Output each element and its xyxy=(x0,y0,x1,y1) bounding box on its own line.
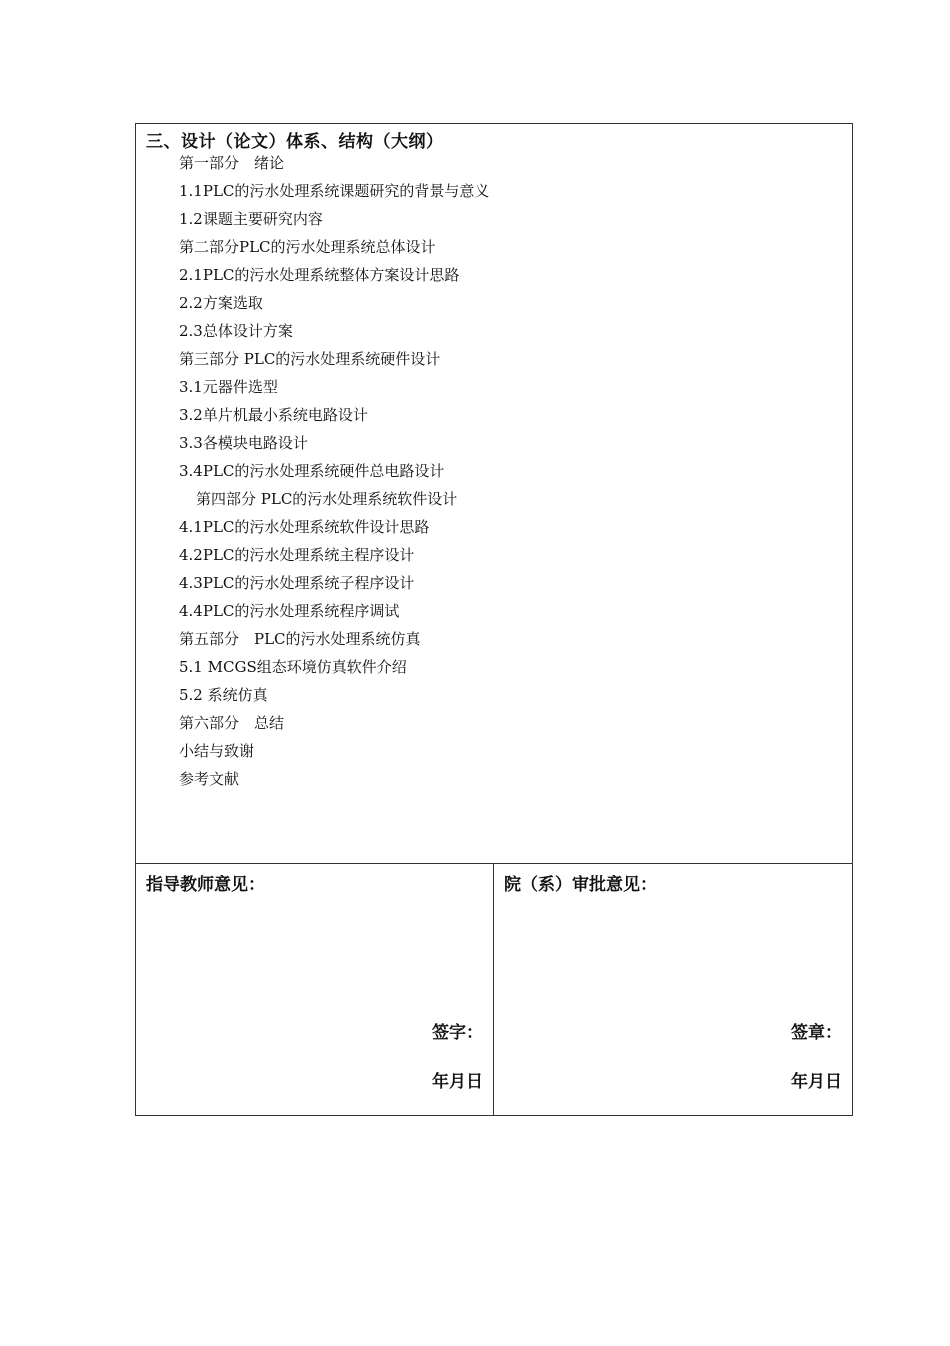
outline-item: 3.1元器件选型 xyxy=(179,378,278,396)
outline-list xyxy=(179,150,489,794)
form-table xyxy=(135,123,853,1116)
outline-item: 3.3各模块电路设计 xyxy=(179,434,308,452)
outline-item: 第一部分 绪论 xyxy=(179,154,285,172)
department-opinion-cell xyxy=(494,864,852,1115)
outline-cell xyxy=(136,124,852,864)
advisor-opinion-label: 指导教师意见： xyxy=(146,875,265,895)
department-seal-label: 签章： xyxy=(791,1023,842,1043)
outline-item: 5.2 系统仿真 xyxy=(179,686,268,704)
outline-item: 4.1PLC的污水处理系统软件设计思路 xyxy=(179,518,430,536)
department-date-label: 年月日 xyxy=(791,1072,842,1092)
advisor-signature-label: 签字： xyxy=(432,1023,483,1043)
outline-item: 2.3总体设计方案 xyxy=(179,322,293,340)
outline-item: 4.2PLC的污水处理系统主程序设计 xyxy=(179,546,415,564)
department-opinion-label: 院（系）审批意见： xyxy=(504,875,657,895)
outline-item: 第六部分 总结 xyxy=(179,714,285,732)
outline-item: 小结与致谢 xyxy=(179,742,255,760)
outline-item: 第四部分 PLC的污水处理系统软件设计 xyxy=(196,490,458,508)
outline-item: 参考文献 xyxy=(179,770,240,788)
outline-item: 第五部分 PLC的污水处理系统仿真 xyxy=(179,630,421,648)
outline-item: 1.2课题主要研究内容 xyxy=(179,210,323,228)
outline-item: 3.4PLC的污水处理系统硬件总电路设计 xyxy=(179,462,445,480)
outline-item: 3.2单片机最小系统电路设计 xyxy=(179,406,368,424)
advisor-opinion-cell xyxy=(136,864,494,1115)
outline-item: 2.2方案选取 xyxy=(179,294,263,312)
section-title: 三、设计（论文）体系、结构（大纲） xyxy=(146,132,444,152)
advisor-date-label: 年月日 xyxy=(432,1072,483,1092)
outline-item: 5.1 MCGS组态环境仿真软件介绍 xyxy=(179,658,407,676)
outline-item: 4.3PLC的污水处理系统子程序设计 xyxy=(179,574,415,592)
outline-item: 2.1PLC的污水处理系统整体方案设计思路 xyxy=(179,266,460,284)
outline-item: 1.1PLC的污水处理系统课题研究的背景与意义 xyxy=(179,182,490,200)
outline-item: 第三部分 PLC的污水处理系统硬件设计 xyxy=(179,350,441,368)
outline-item: 第二部分PLC的污水处理系统总体设计 xyxy=(179,238,436,256)
outline-item: 4.4PLC的污水处理系统程序调试 xyxy=(179,602,400,620)
